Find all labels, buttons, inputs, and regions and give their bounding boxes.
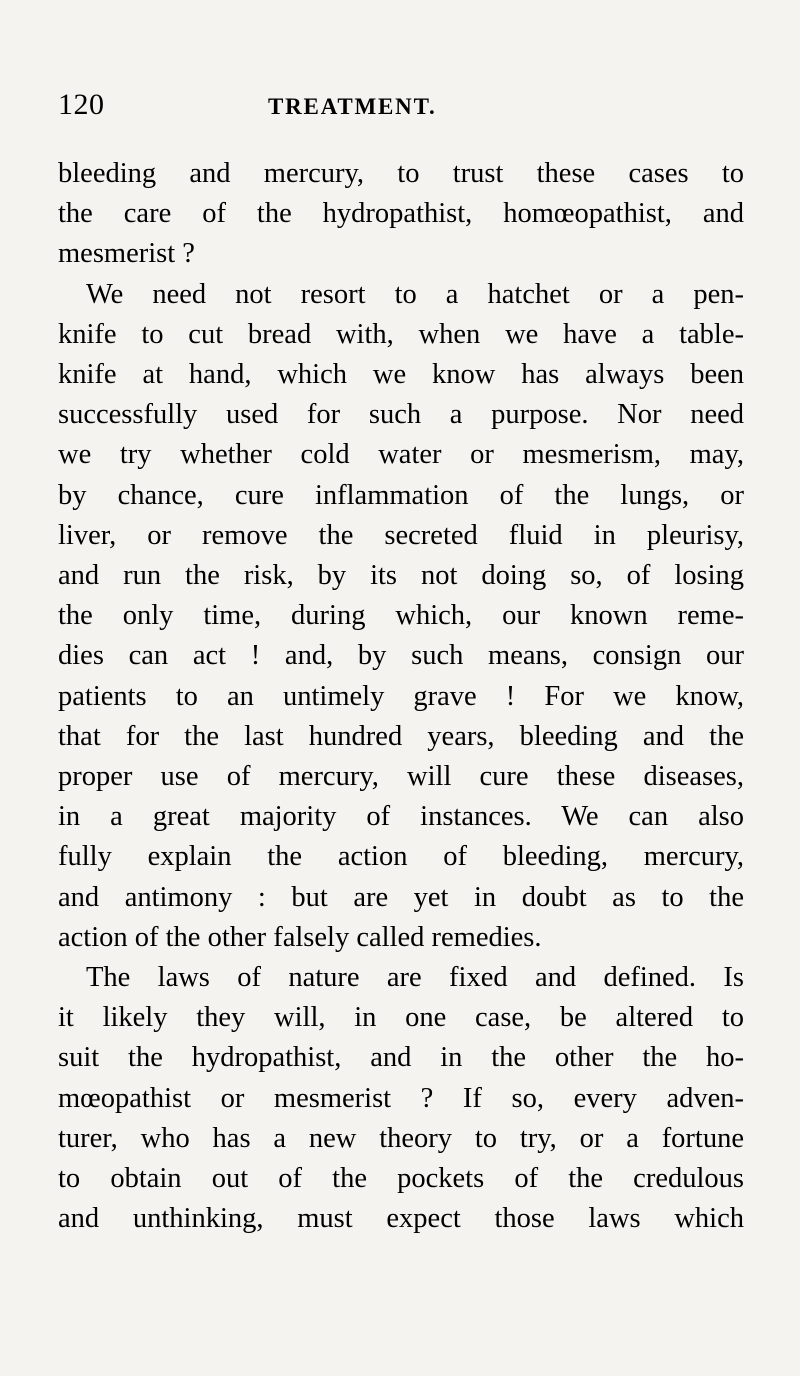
text-line: liver, or remove the secreted fluid in pleurisy, [58, 519, 744, 551]
body-text [58, 154, 744, 1239]
page-number: 120 [58, 88, 105, 121]
text-line: fully explain the action of bleeding, mercury, [58, 841, 744, 873]
text-line: proper use of mercury, will cure these diseases, [58, 761, 744, 793]
text-line: suit the hydropathist, and in the other the ho- [58, 1042, 744, 1074]
text-line: action of the other falsely called remedies. [58, 921, 542, 953]
running-title: TREATMENT. [268, 94, 437, 119]
text-line: We need not resort to a hatchet or a pen- [86, 278, 744, 310]
text-line: it likely they will, in one case, be altered to [58, 1002, 744, 1034]
text-line: knife to cut bread with, when we have a table- [58, 318, 744, 350]
text-line: The laws of nature are fixed and defined. Is [86, 962, 744, 994]
text-line: in a great majority of instances. We can also [58, 801, 744, 833]
text-line: to obtain out of the pockets of the credulous [58, 1163, 744, 1195]
text-line: turer, who has a new theory to try, or a fortune [58, 1122, 744, 1154]
text-line: patients to an untimely grave ! For we know, [58, 680, 744, 712]
text-line: successfully used for such a purpose. Nor need [58, 399, 744, 431]
text-line: bleeding and mercury, to trust these cases to [58, 158, 744, 189]
text-line: mœopathist or mesmerist ? If so, every adven- [58, 1082, 744, 1114]
text-line: that for the last hundred years, bleeding and the [58, 720, 744, 752]
text-line: we try whether cold water or mesmerism, may, [58, 439, 744, 471]
text-line: and unthinking, must expect those laws which [58, 1203, 744, 1235]
text-line: and run the risk, by its not doing so, of losing [58, 560, 744, 592]
text-line: mesmerist ? [58, 238, 195, 270]
text-line: the care of the hydropathist, homœopathist, and [58, 198, 744, 230]
text-line: the only time, during which, our known reme- [58, 600, 744, 632]
text-line: dies can act ! and, by such means, consign our [58, 640, 744, 672]
text-line: knife at hand, which we know has always been [58, 359, 744, 391]
text-line: and antimony : but are yet in doubt as to the [58, 881, 744, 913]
text-line: by chance, cure inflammation of the lungs, or [58, 479, 744, 511]
